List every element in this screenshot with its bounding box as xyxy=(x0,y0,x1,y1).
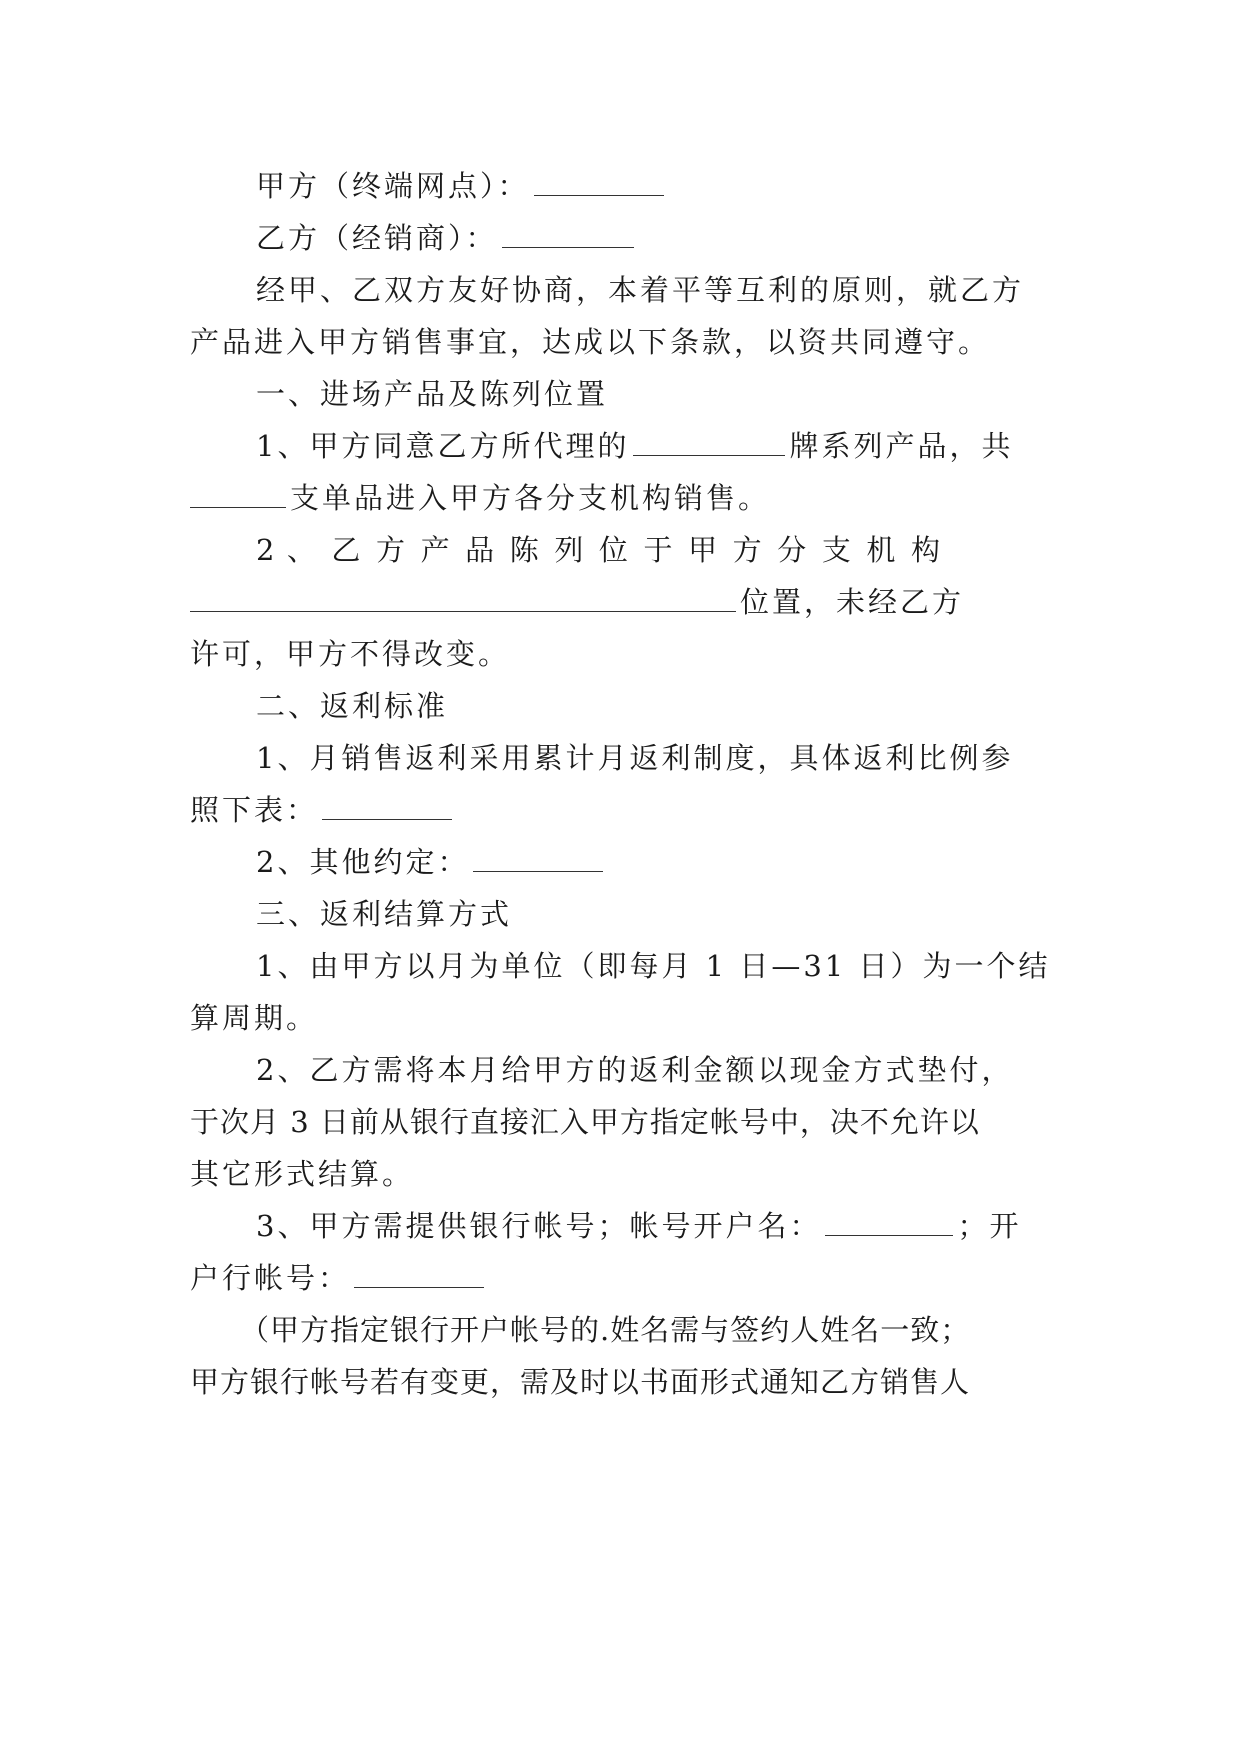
section-3-heading: 三、返利结算方式 xyxy=(256,897,513,931)
section-2-heading: 二、返利标准 xyxy=(256,689,449,723)
section-1-title xyxy=(256,365,1050,423)
clause-1-2-line-2 xyxy=(190,573,1050,631)
account-number-blank[interactable] xyxy=(354,1251,484,1288)
party-a-line xyxy=(256,157,1050,215)
account-name-blank[interactable] xyxy=(825,1199,953,1236)
clause-2-1-line-1 xyxy=(256,729,1050,787)
party-b-blank[interactable] xyxy=(502,211,634,248)
clause-3-2-line-2 xyxy=(190,1093,1050,1151)
party-b-label: 乙方（经销商）： xyxy=(256,221,498,255)
preamble-line-1 xyxy=(256,261,1050,319)
section-3-title xyxy=(256,885,1050,943)
section-1-heading: 一、进场产品及陈列位置 xyxy=(256,377,609,411)
clause-3-3-text-b: 户行帐号： xyxy=(190,1261,351,1295)
party-a-blank[interactable] xyxy=(534,159,664,196)
clause-3-2-text-b: 于次月 3 日前从银行直接汇入甲方指定帐号中，决不允许以 xyxy=(190,1105,980,1139)
preamble-line-2 xyxy=(190,313,1050,371)
clause-3-2-text-a: 2、乙方需将本月给甲方的返利金额以现金方式垫付， xyxy=(256,1053,1014,1087)
clause-1-1-text-c: 支单品进入甲方各分支机构销售。 xyxy=(290,481,771,515)
party-a-label: 甲方（终端网点）： xyxy=(256,169,530,203)
clause-2-2-line xyxy=(256,833,1050,891)
note-text-b: 甲方银行帐号若有变更，需及时以书面形式通知乙方销售人 xyxy=(190,1365,971,1399)
rebate-table-blank[interactable] xyxy=(322,783,452,820)
clause-2-2-text: 2、其他约定： xyxy=(256,845,470,879)
note-line-2 xyxy=(190,1353,1050,1411)
product-count-blank[interactable] xyxy=(190,471,286,508)
other-terms-blank[interactable] xyxy=(473,835,603,872)
clause-3-2-line-3 xyxy=(190,1145,1050,1203)
clause-2-1-text-b: 照下表： xyxy=(190,793,319,827)
clause-1-1-text-b: 牌系列产品，共 xyxy=(789,429,1014,463)
clause-1-1-line-1 xyxy=(256,417,1050,475)
clause-3-3-separator: ；开 xyxy=(957,1209,1022,1243)
clause-1-2-text-c: 许可，甲方不得改变。 xyxy=(190,637,511,671)
clause-3-2-line-1 xyxy=(256,1041,1050,1099)
clause-3-1-line-1 xyxy=(256,937,1050,995)
clause-1-2-line-3 xyxy=(190,625,1050,683)
note-line-1 xyxy=(240,1301,1070,1359)
clause-2-1-text-a: 1、月销售返利采用累计月返利制度，具体返利比例参 xyxy=(256,741,1014,775)
clause-2-1-line-2 xyxy=(190,781,1050,839)
brand-blank[interactable] xyxy=(633,419,785,456)
clause-1-1-text-a: 1、甲方同意乙方所代理的 xyxy=(256,429,630,463)
clause-1-1-line-2 xyxy=(190,469,1050,527)
section-2-title xyxy=(256,677,1050,735)
clause-3-3-line-2 xyxy=(190,1249,1050,1307)
clause-3-1-text-a: 1、由甲方以月为单位（即每月 1 日—31 日）为一个结 xyxy=(256,949,1051,983)
clause-3-1-line-2 xyxy=(190,989,1050,1047)
clause-3-1-text-b: 算周期。 xyxy=(190,1001,319,1035)
display-position-blank[interactable] xyxy=(190,575,736,612)
clause-1-2-text-a: 2 、 乙 方 产 品 陈 列 位 于 甲 方 分 支 机 构 xyxy=(256,533,940,567)
clause-1-2-text-b: 位置，未经乙方 xyxy=(740,585,965,619)
preamble-text-1: 经甲、乙双方友好协商，本着平等互利的原则，就乙方 xyxy=(256,273,1025,307)
party-b-line xyxy=(256,209,1050,267)
clause-3-3-line-1 xyxy=(256,1197,1050,1255)
clause-1-2-line-1 xyxy=(256,521,940,579)
clause-3-3-text-a: 3、甲方需提供银行帐号；帐号开户名： xyxy=(256,1209,822,1243)
clause-3-2-text-c: 其它形式结算。 xyxy=(190,1157,415,1191)
preamble-text-2: 产品进入甲方销售事宜，达成以下条款，以资共同遵守。 xyxy=(190,325,991,359)
note-text-a: （甲方指定银行开户帐号的.姓名需与签约人姓名一致； xyxy=(240,1313,971,1347)
